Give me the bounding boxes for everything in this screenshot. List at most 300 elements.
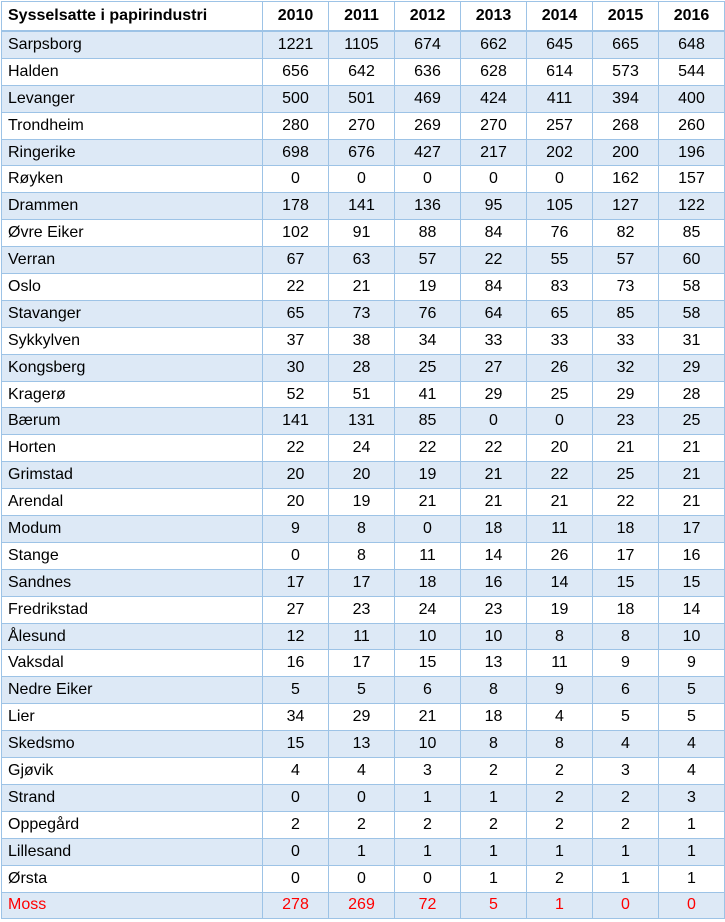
employment-value: 9 [659, 650, 725, 677]
employment-value: 65 [527, 300, 593, 327]
employment-value: 0 [395, 516, 461, 543]
employment-value: 84 [461, 220, 527, 247]
municipality-name: Strand [2, 784, 263, 811]
employment-value: 21 [329, 274, 395, 301]
table-row [2, 58, 725, 85]
employment-value: 25 [593, 462, 659, 489]
employment-value: 22 [461, 435, 527, 462]
employment-value: 394 [593, 85, 659, 112]
municipality-name: Moss [2, 892, 263, 919]
employment-value: 17 [329, 569, 395, 596]
table-row [2, 274, 725, 301]
employment-value: 13 [461, 650, 527, 677]
employment-value: 5 [461, 892, 527, 919]
employment-value: 544 [659, 58, 725, 85]
table-row [2, 865, 725, 892]
employment-value: 4 [593, 731, 659, 758]
employment-value: 3 [395, 758, 461, 785]
employment-value: 5 [659, 677, 725, 704]
employment-value: 1 [395, 784, 461, 811]
employment-value: 500 [263, 85, 329, 112]
municipality-name: Ålesund [2, 623, 263, 650]
employment-value: 18 [593, 516, 659, 543]
employment-value: 88 [395, 220, 461, 247]
employment-value: 0 [263, 166, 329, 193]
employment-value: 11 [527, 516, 593, 543]
header-year: 2014 [527, 2, 593, 32]
employment-value: 67 [263, 247, 329, 274]
employment-value: 21 [527, 489, 593, 516]
table-row [2, 31, 725, 58]
employment-value: 28 [659, 381, 725, 408]
table-row [2, 569, 725, 596]
header-year: 2013 [461, 2, 527, 32]
employment-value: 1 [593, 865, 659, 892]
employment-value: 21 [395, 489, 461, 516]
employment-value: 83 [527, 274, 593, 301]
employment-value: 8 [461, 677, 527, 704]
header-year: 2011 [329, 2, 395, 32]
employment-value: 25 [659, 408, 725, 435]
employment-value: 14 [461, 542, 527, 569]
employment-value: 27 [263, 596, 329, 623]
employment-value: 28 [329, 354, 395, 381]
employment-value: 122 [659, 193, 725, 220]
employment-value: 52 [263, 381, 329, 408]
employment-value: 17 [659, 516, 725, 543]
employment-value: 26 [527, 354, 593, 381]
employment-value: 6 [593, 677, 659, 704]
employment-value: 1 [461, 865, 527, 892]
header-year: 2015 [593, 2, 659, 32]
employment-value: 3 [659, 784, 725, 811]
employment-value: 22 [395, 435, 461, 462]
employment-value: 8 [593, 623, 659, 650]
employment-value: 9 [263, 516, 329, 543]
table-row [2, 623, 725, 650]
municipality-name: Vaksdal [2, 650, 263, 677]
municipality-name: Øvre Eiker [2, 220, 263, 247]
employment-value: 0 [395, 865, 461, 892]
employment-value: 51 [329, 381, 395, 408]
employment-value: 14 [659, 596, 725, 623]
employment-value: 9 [593, 650, 659, 677]
municipality-name: Røyken [2, 166, 263, 193]
municipality-name: Halden [2, 58, 263, 85]
municipality-name: Ørsta [2, 865, 263, 892]
employment-value: 0 [263, 784, 329, 811]
employment-value: 2 [527, 758, 593, 785]
employment-value: 57 [593, 247, 659, 274]
employment-value: 2 [527, 811, 593, 838]
employment-value: 1 [659, 811, 725, 838]
employment-value: 11 [395, 542, 461, 569]
municipality-name: Sarpsborg [2, 31, 263, 58]
employment-value: 1221 [263, 31, 329, 58]
employment-value: 662 [461, 31, 527, 58]
employment-value: 30 [263, 354, 329, 381]
employment-value: 60 [659, 247, 725, 274]
employment-value: 2 [527, 865, 593, 892]
municipality-name: Lillesand [2, 838, 263, 865]
employment-value: 58 [659, 300, 725, 327]
table-row [2, 247, 725, 274]
employment-value: 15 [263, 731, 329, 758]
employment-value: 6 [395, 677, 461, 704]
table-row [2, 85, 725, 112]
municipality-name: Lier [2, 704, 263, 731]
employment-value: 14 [527, 569, 593, 596]
header-year: 2010 [263, 2, 329, 32]
employment-value: 469 [395, 85, 461, 112]
employment-value: 21 [659, 462, 725, 489]
employment-value: 628 [461, 58, 527, 85]
employment-value: 22 [263, 435, 329, 462]
employment-value: 18 [461, 704, 527, 731]
employment-value: 57 [395, 247, 461, 274]
table-row [2, 596, 725, 623]
employment-value: 0 [461, 408, 527, 435]
table-row [2, 435, 725, 462]
table-row [2, 462, 725, 489]
municipality-name: Kragerø [2, 381, 263, 408]
municipality-name: Sykkylven [2, 327, 263, 354]
table-row [2, 758, 725, 785]
table-row [2, 112, 725, 139]
employment-value: 0 [461, 166, 527, 193]
employment-value: 270 [461, 112, 527, 139]
employment-value: 0 [659, 892, 725, 919]
employment-value: 63 [329, 247, 395, 274]
employment-value: 29 [659, 354, 725, 381]
employment-value: 4 [659, 731, 725, 758]
employment-value: 4 [527, 704, 593, 731]
employment-value: 25 [395, 354, 461, 381]
employment-value: 29 [593, 381, 659, 408]
employment-value: 257 [527, 112, 593, 139]
employment-value: 8 [329, 516, 395, 543]
employment-value: 16 [659, 542, 725, 569]
table-row [2, 381, 725, 408]
employment-value: 2 [527, 784, 593, 811]
table-row [2, 139, 725, 166]
employment-value: 23 [593, 408, 659, 435]
employment-value: 2 [395, 811, 461, 838]
municipality-name: Oslo [2, 274, 263, 301]
employment-value: 4 [263, 758, 329, 785]
employment-value: 29 [461, 381, 527, 408]
employment-value: 1 [527, 838, 593, 865]
employment-value: 34 [263, 704, 329, 731]
employment-value: 20 [263, 462, 329, 489]
employment-value: 73 [593, 274, 659, 301]
employment-value: 21 [659, 435, 725, 462]
employment-value: 427 [395, 139, 461, 166]
employment-value: 32 [593, 354, 659, 381]
employment-value: 102 [263, 220, 329, 247]
employment-value: 0 [329, 784, 395, 811]
employment-value: 202 [527, 139, 593, 166]
employment-value: 665 [593, 31, 659, 58]
employment-value: 8 [461, 731, 527, 758]
employment-value: 5 [659, 704, 725, 731]
municipality-name: Nedre Eiker [2, 677, 263, 704]
employment-value: 22 [593, 489, 659, 516]
employment-value: 573 [593, 58, 659, 85]
employment-value: 19 [527, 596, 593, 623]
employment-value: 33 [527, 327, 593, 354]
employment-value: 17 [263, 569, 329, 596]
employment-value: 65 [263, 300, 329, 327]
employment-value: 24 [329, 435, 395, 462]
employment-value: 1 [461, 784, 527, 811]
employment-value: 21 [593, 435, 659, 462]
municipality-name: Skedsmo [2, 731, 263, 758]
table-row [2, 193, 725, 220]
employment-value: 648 [659, 31, 725, 58]
employment-value: 424 [461, 85, 527, 112]
employment-value: 21 [461, 489, 527, 516]
employment-value: 18 [461, 516, 527, 543]
employment-value: 22 [263, 274, 329, 301]
employment-value: 16 [263, 650, 329, 677]
employment-value: 76 [527, 220, 593, 247]
municipality-name: Oppegård [2, 811, 263, 838]
employment-value: 76 [395, 300, 461, 327]
employment-value: 23 [329, 596, 395, 623]
table-row [2, 300, 725, 327]
table-row [2, 542, 725, 569]
employment-value: 4 [659, 758, 725, 785]
employment-value: 1 [461, 838, 527, 865]
employment-value: 270 [329, 112, 395, 139]
employment-value: 91 [329, 220, 395, 247]
employment-value: 64 [461, 300, 527, 327]
employment-value: 19 [329, 489, 395, 516]
employment-value: 58 [659, 274, 725, 301]
employment-value: 1 [527, 892, 593, 919]
employment-value: 0 [395, 166, 461, 193]
employment-value: 2 [263, 811, 329, 838]
table-row [2, 220, 725, 247]
employment-value: 10 [461, 623, 527, 650]
municipality-name: Levanger [2, 85, 263, 112]
employment-value: 0 [593, 892, 659, 919]
municipality-name: Arendal [2, 489, 263, 516]
employment-value: 8 [329, 542, 395, 569]
employment-value: 22 [461, 247, 527, 274]
employment-value: 37 [263, 327, 329, 354]
employment-value: 1 [395, 838, 461, 865]
employment-value: 1 [329, 838, 395, 865]
employment-value: 11 [329, 623, 395, 650]
employment-value: 645 [527, 31, 593, 58]
employment-value: 0 [329, 166, 395, 193]
table-header [2, 2, 725, 32]
employment-value: 0 [263, 838, 329, 865]
employment-value: 141 [263, 408, 329, 435]
employment-value: 5 [593, 704, 659, 731]
table-row [2, 650, 725, 677]
municipality-name: Stavanger [2, 300, 263, 327]
employment-value: 105 [527, 193, 593, 220]
employment-value: 72 [395, 892, 461, 919]
employment-value: 15 [659, 569, 725, 596]
employment-value: 10 [395, 731, 461, 758]
municipality-name: Verran [2, 247, 263, 274]
employment-value: 698 [263, 139, 329, 166]
table-row [2, 892, 725, 919]
employment-value: 41 [395, 381, 461, 408]
employment-value: 157 [659, 166, 725, 193]
header-title: Sysselsatte i papirindustri [2, 2, 263, 32]
employment-value: 9 [527, 677, 593, 704]
employment-value: 18 [593, 596, 659, 623]
employment-value: 10 [659, 623, 725, 650]
employment-value: 21 [659, 489, 725, 516]
employment-value: 55 [527, 247, 593, 274]
employment-value: 85 [395, 408, 461, 435]
employment-value: 17 [329, 650, 395, 677]
employment-value: 18 [395, 569, 461, 596]
employment-value: 269 [329, 892, 395, 919]
employment-value: 20 [329, 462, 395, 489]
employment-value: 82 [593, 220, 659, 247]
employment-value: 10 [395, 623, 461, 650]
municipality-name: Modum [2, 516, 263, 543]
header-year: 2016 [659, 2, 725, 32]
table-row [2, 731, 725, 758]
table-row [2, 838, 725, 865]
employment-value: 15 [593, 569, 659, 596]
employment-value: 278 [263, 892, 329, 919]
employment-value: 12 [263, 623, 329, 650]
employment-value: 411 [527, 85, 593, 112]
employment-value: 269 [395, 112, 461, 139]
employment-value: 20 [263, 489, 329, 516]
employment-value: 23 [461, 596, 527, 623]
employment-value: 1 [659, 865, 725, 892]
employment-value: 0 [527, 166, 593, 193]
employment-value: 5 [263, 677, 329, 704]
municipality-name: Kongsberg [2, 354, 263, 381]
employment-value: 2 [461, 758, 527, 785]
employment-value: 85 [659, 220, 725, 247]
employment-value: 38 [329, 327, 395, 354]
municipality-name: Fredrikstad [2, 596, 263, 623]
municipality-name: Bærum [2, 408, 263, 435]
employment-value: 25 [527, 381, 593, 408]
employment-value: 20 [527, 435, 593, 462]
employment-value: 19 [395, 462, 461, 489]
employment-value: 33 [593, 327, 659, 354]
employment-value: 1 [659, 838, 725, 865]
employment-value: 196 [659, 139, 725, 166]
employment-value: 21 [461, 462, 527, 489]
employment-value: 0 [263, 865, 329, 892]
employment-value: 27 [461, 354, 527, 381]
employment-value: 5 [329, 677, 395, 704]
employment-value: 19 [395, 274, 461, 301]
employment-value: 31 [659, 327, 725, 354]
table-row [2, 677, 725, 704]
employment-value: 0 [263, 542, 329, 569]
employment-value: 17 [593, 542, 659, 569]
municipality-name: Trondheim [2, 112, 263, 139]
employment-value: 614 [527, 58, 593, 85]
employment-value: 141 [329, 193, 395, 220]
employment-table [1, 1, 725, 919]
employment-value: 674 [395, 31, 461, 58]
employment-value: 636 [395, 58, 461, 85]
table-row [2, 489, 725, 516]
employment-value: 15 [395, 650, 461, 677]
employment-value: 162 [593, 166, 659, 193]
employment-value: 136 [395, 193, 461, 220]
employment-value: 1 [593, 838, 659, 865]
employment-value: 13 [329, 731, 395, 758]
employment-value: 676 [329, 139, 395, 166]
employment-value: 501 [329, 85, 395, 112]
employment-value: 217 [461, 139, 527, 166]
employment-value: 8 [527, 623, 593, 650]
table-row [2, 704, 725, 731]
municipality-name: Grimstad [2, 462, 263, 489]
table-row [2, 516, 725, 543]
employment-value: 400 [659, 85, 725, 112]
table-row [2, 784, 725, 811]
municipality-name: Gjøvik [2, 758, 263, 785]
employment-value: 73 [329, 300, 395, 327]
municipality-name: Horten [2, 435, 263, 462]
employment-value: 2 [461, 811, 527, 838]
employment-value: 268 [593, 112, 659, 139]
municipality-name: Sandnes [2, 569, 263, 596]
header-row [2, 2, 725, 32]
employment-value: 22 [527, 462, 593, 489]
employment-value: 95 [461, 193, 527, 220]
employment-value: 131 [329, 408, 395, 435]
employment-value: 84 [461, 274, 527, 301]
municipality-name: Stange [2, 542, 263, 569]
employment-value: 2 [593, 784, 659, 811]
employment-value: 127 [593, 193, 659, 220]
employment-value: 2 [329, 811, 395, 838]
employment-value: 4 [329, 758, 395, 785]
employment-value: 26 [527, 542, 593, 569]
employment-value: 200 [593, 139, 659, 166]
employment-value: 21 [395, 704, 461, 731]
employment-value: 8 [527, 731, 593, 758]
table-row [2, 354, 725, 381]
employment-value: 280 [263, 112, 329, 139]
table-row [2, 327, 725, 354]
employment-value: 3 [593, 758, 659, 785]
municipality-name: Drammen [2, 193, 263, 220]
table-row [2, 408, 725, 435]
table-row [2, 811, 725, 838]
employment-value: 0 [527, 408, 593, 435]
header-year: 2012 [395, 2, 461, 32]
table-row [2, 166, 725, 193]
employment-value: 85 [593, 300, 659, 327]
employment-value: 33 [461, 327, 527, 354]
employment-value: 16 [461, 569, 527, 596]
employment-value: 656 [263, 58, 329, 85]
municipality-name: Ringerike [2, 139, 263, 166]
employment-value: 1105 [329, 31, 395, 58]
employment-value: 2 [593, 811, 659, 838]
